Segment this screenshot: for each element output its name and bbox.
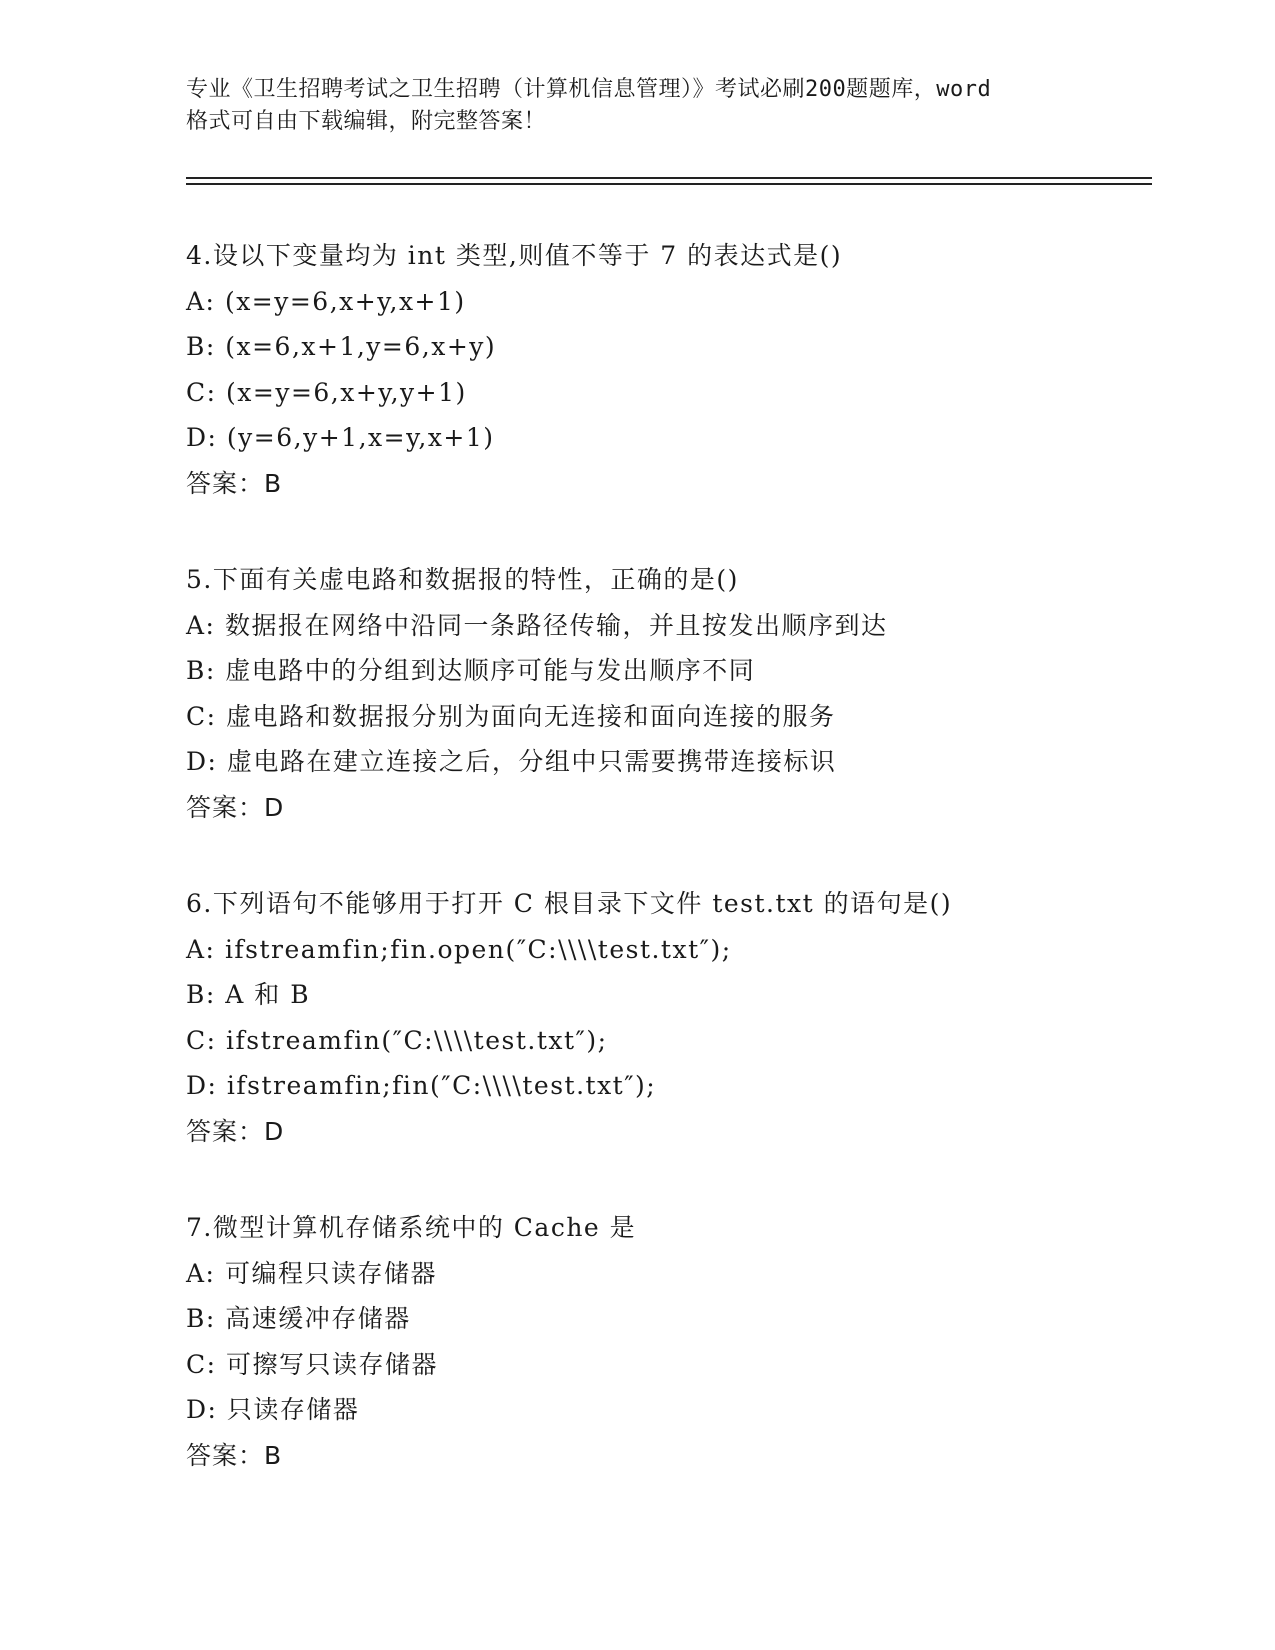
option-text: 虚电路在建立连接之后，分组中只需要携带连接标识 [226,747,837,776]
header-title-line-2: 格式可自由下载编辑，附完整答案！ [186,109,547,134]
document-header [186,74,1086,138]
question-stem: 4.设以下变量均为 int 类型,则值不等于 7 的表达式是() [186,241,843,270]
header-divider-bottom [186,183,1152,185]
option-text: 数据报在网络中沿同一条路径传输，并且按发出顺序到达 [224,610,888,640]
header-title-line-1: 专业《卫生招聘考试之卫生招聘（计算机信息管理）》考试必刷200题题库，word [186,77,992,102]
option-letter: C: [186,377,217,407]
option-a [186,927,1146,973]
option-letter: D: [186,423,218,452]
option-text: (x=y=6,x+y,x+1) [224,286,466,316]
option-letter: A: [186,286,216,316]
option-d [186,415,1146,461]
option-c [186,1018,1146,1064]
option-text: (x=y=6,x+y,y+1) [226,377,467,407]
option-letter: D: [186,1071,218,1100]
option-text: ifstreamfin;fin(″C:\\\\test.txt″); [226,1071,657,1100]
option-c [186,1342,1146,1388]
answer-line: 答案：D [186,792,285,822]
option-text: 虚电路中的分组到达顺序可能与发出顺序不同 [225,656,756,685]
option-letter: B: [186,332,216,361]
option-c [186,694,1146,740]
option-b [186,1296,1146,1342]
option-d [186,1387,1146,1433]
option-text: (y=6,y+1,x=y,x+1) [226,423,495,452]
option-letter: C: [186,1025,217,1055]
option-b [186,648,1146,694]
option-text: 高速缓冲存储器 [225,1304,411,1333]
option-d [186,1063,1146,1109]
option-letter: A: [186,610,216,640]
option-c [186,370,1146,416]
question-item [186,557,1146,830]
option-letter: D: [186,747,218,776]
option-text: 可擦写只读存储器 [226,1349,439,1379]
option-d [186,739,1146,785]
question-item [186,1205,1146,1478]
option-text: 只读存储器 [226,1395,360,1424]
option-b [186,972,1146,1018]
option-text: ifstreamfin;fin.open(″C:\\\\test.txt″); [224,934,732,964]
option-letter: D: [186,1395,218,1424]
option-letter: B: [186,1304,216,1333]
option-text: 虚电路和数据报分别为面向无连接和面向连接的服务 [226,701,836,731]
header-divider-top [186,177,1152,179]
option-text: ifstreamfin(″C:\\\\test.txt″); [226,1025,608,1055]
option-a [186,1251,1146,1297]
question-stem: 7.微型计算机存储系统中的 Cache 是 [186,1213,637,1242]
question-item [186,881,1146,1154]
option-letter: B: [186,656,216,685]
option-a [186,279,1146,325]
question-item [186,233,1146,506]
question-stem: 5.下面有关虚电路和数据报的特性，正确的是() [186,565,739,594]
answer-line: 答案：B [186,1440,283,1470]
option-text: (x=6,x+1,y=6,x+y) [225,332,497,361]
option-letter: A: [186,1258,216,1288]
option-text: 可编程只读存储器 [224,1258,437,1288]
answer-line: 答案：B [186,468,283,498]
question-stem: 6.下列语句不能够用于打开 C 根目录下文件 test.txt 的语句是() [186,889,953,918]
option-text: A 和 B [225,980,311,1009]
question-list [186,233,1146,1529]
option-letter: B: [186,980,216,1009]
answer-line: 答案：D [186,1116,285,1146]
option-letter: A: [186,934,216,964]
option-letter: C: [186,701,217,731]
option-letter: C: [186,1349,217,1379]
option-a [186,603,1146,649]
option-b [186,324,1146,370]
